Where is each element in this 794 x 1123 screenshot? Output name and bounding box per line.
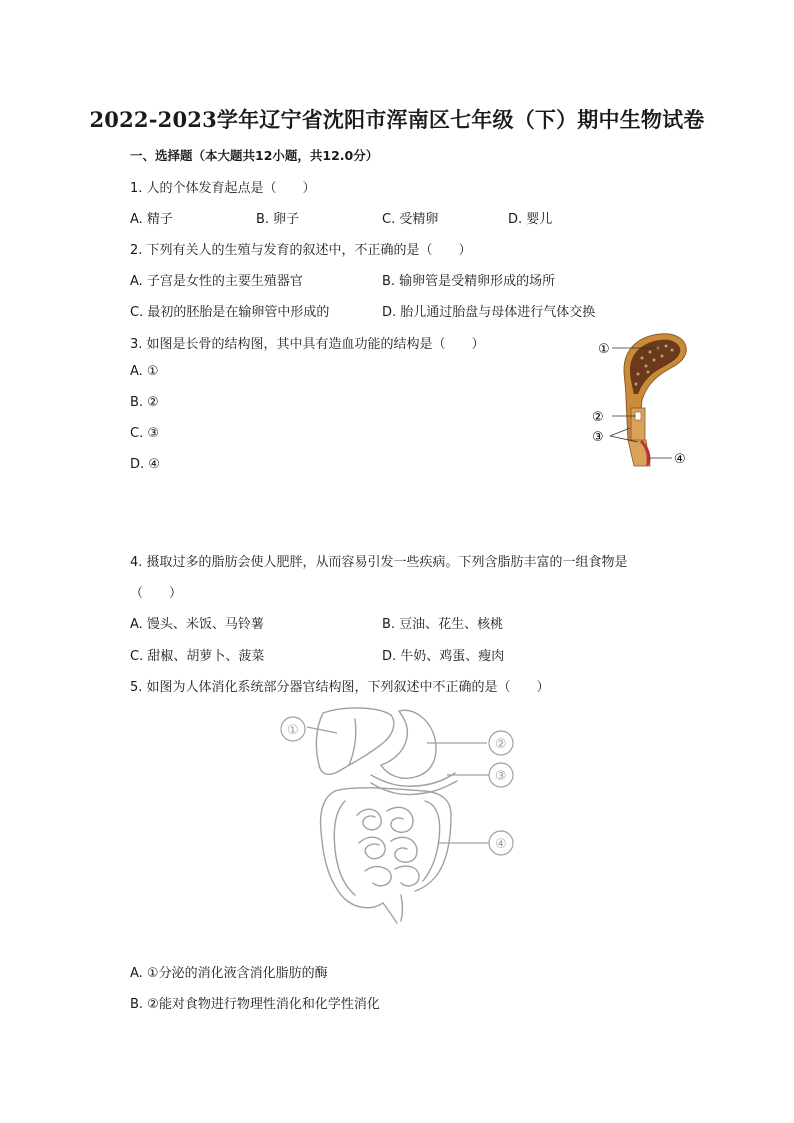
question-4-stem: 4. 摄取过多的脂肪会使人肥胖，从而容易引发一些疾病。下列含脂肪丰富的一组食物是: [130, 555, 628, 570]
question-2-stem: 2. 下列有关人的生殖与发育的叙述中，不正确的是（ ）: [130, 243, 472, 258]
digestive-label-1: ①: [287, 723, 299, 738]
digestive-system-figure: [275, 705, 525, 925]
q4-option-c[interactable]: C. 甜椒、胡萝卜、菠菜: [130, 649, 265, 664]
q3-option-a[interactable]: A. ①: [130, 364, 159, 379]
q2-option-a[interactable]: A. 子宫是女性的主要生殖器官: [130, 274, 303, 289]
q1-option-b[interactable]: B. 卵子: [256, 212, 300, 227]
q3-option-b[interactable]: B. ②: [130, 395, 159, 410]
q1-option-a[interactable]: A. 精子: [130, 212, 173, 227]
question-3-stem: 3. 如图是长骨的结构图，其中具有造血功能的结构是（ ）: [130, 337, 485, 352]
digestive-label-2: ②: [495, 737, 507, 752]
q3-option-d[interactable]: D. ④: [130, 457, 160, 472]
q5-option-b[interactable]: B. ②能对食物进行物理性消化和化学性消化: [130, 997, 380, 1012]
q5-option-a[interactable]: A. ①分泌的消化液含消化脂肪的酶: [130, 966, 328, 981]
q3-option-c[interactable]: C. ③: [130, 426, 159, 441]
question-4-stem-cont: （ ）: [130, 586, 183, 601]
q2-option-c[interactable]: C. 最初的胚胎是在输卵管中形成的: [130, 305, 330, 320]
page-title: 2022-2023学年辽宁省沈阳市浑南区七年级（下）期中生物试卷: [89, 107, 705, 132]
q1-option-c[interactable]: C. 受精卵: [382, 212, 439, 227]
stomach-outline: [381, 710, 436, 778]
q4-option-b[interactable]: B. 豆油、花生、核桃: [382, 617, 504, 632]
long-bone-figure: [590, 328, 700, 478]
section-heading: 一、选择题（本大题共12小题，共12.0分）: [130, 148, 379, 163]
q4-option-d[interactable]: D. 牛奶、鸡蛋、瘦肉: [382, 649, 505, 664]
q1-option-d[interactable]: D. 婴儿: [508, 212, 553, 227]
digestive-label-3: ③: [495, 769, 507, 784]
bone-label-1: ①: [598, 342, 610, 357]
q2-option-d[interactable]: D. 胎儿通过胎盘与母体进行气体交换: [382, 305, 596, 320]
q4-option-a[interactable]: A. 馒头、米饭、马铃薯: [130, 617, 264, 632]
question-5-stem: 5. 如图为人体消化系统部分器官结构图，下列叙述中不正确的是（ ）: [130, 680, 550, 695]
bone-label-4: ④: [674, 452, 686, 467]
bone-label-2: ②: [592, 410, 604, 425]
digestive-label-4: ④: [495, 837, 507, 852]
question-1-stem: 1. 人的个体发育起点是（ ）: [130, 181, 316, 196]
bone-label-3: ③: [592, 430, 604, 445]
q2-option-b[interactable]: B. 输卵管是受精卵形成的场所: [382, 274, 556, 289]
